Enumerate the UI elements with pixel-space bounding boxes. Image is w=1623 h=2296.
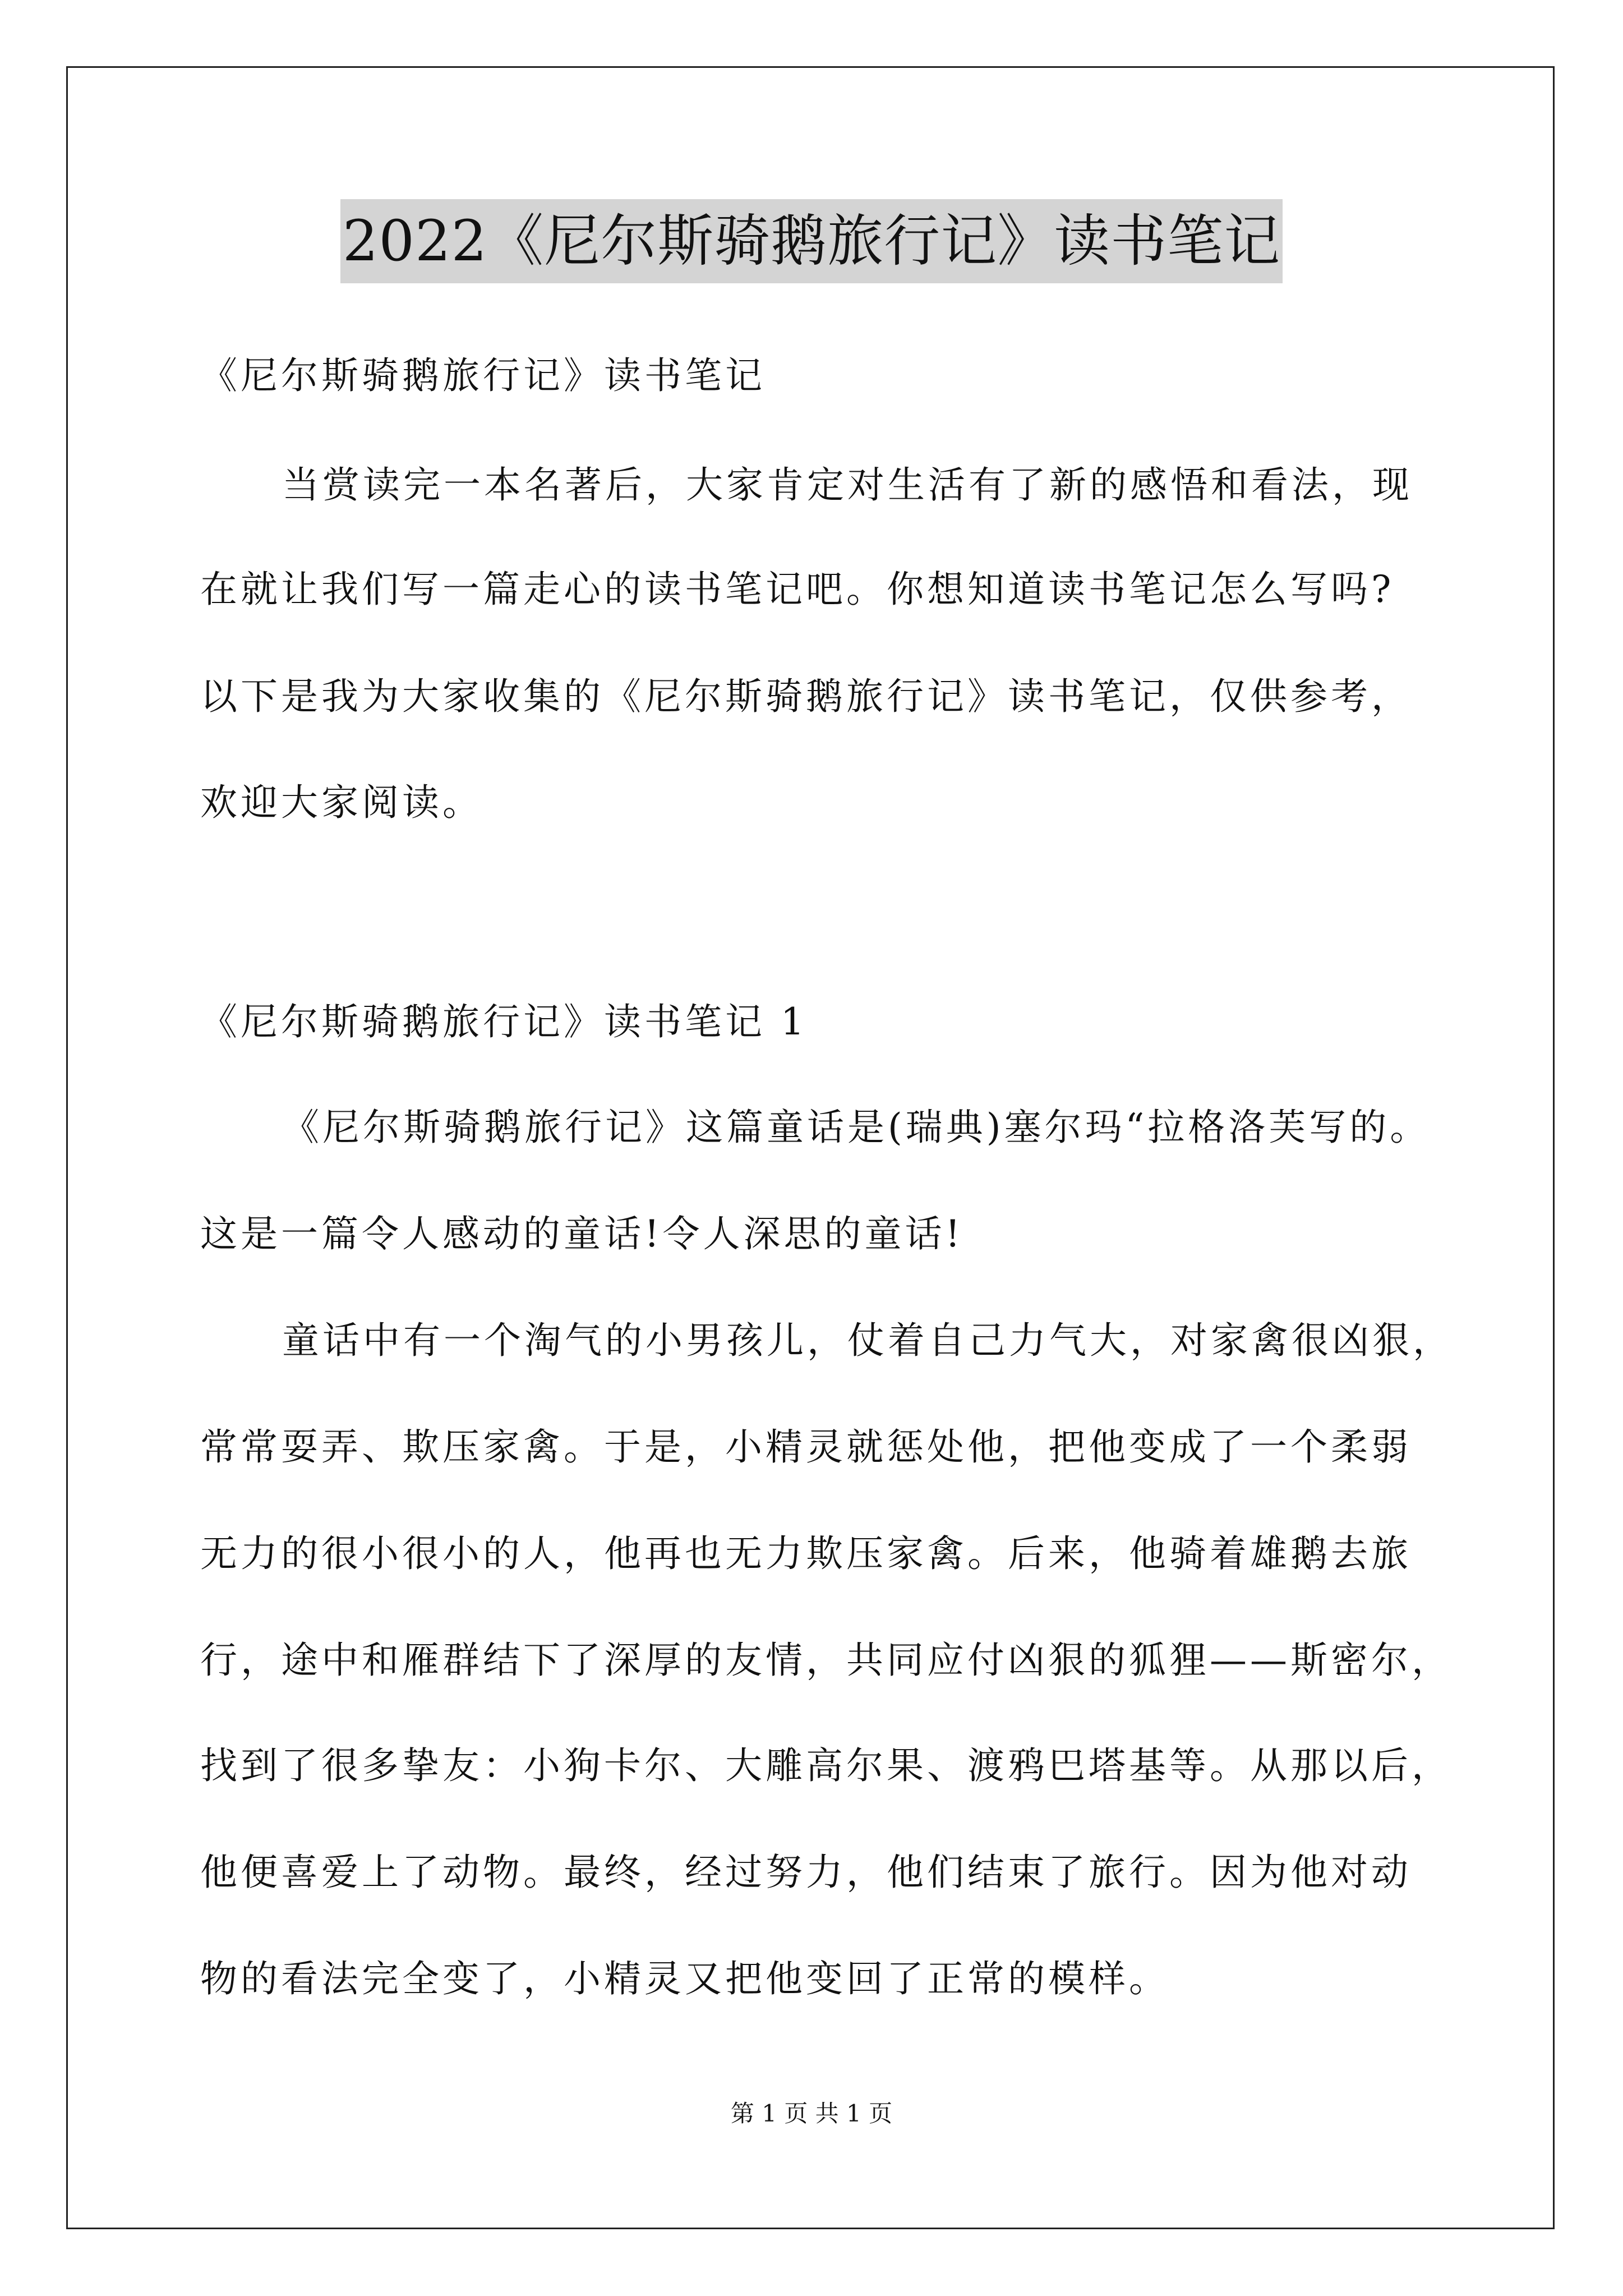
document-title: 2022《尼尔斯骑鹅旅行记》读书笔记	[340, 199, 1283, 283]
paragraph-line: 童话中有一个淘气的小男孩儿，仗着自己力气大，对家禽很凶狠，	[282, 1319, 1453, 1362]
intro-line: 以下是我为大家收集的《尼尔斯骑鹅旅行记》读书笔记，仅供参考，	[200, 675, 1412, 718]
paragraph-line: 物的看法完全变了，小精灵又把他变回了正常的模样。	[200, 1957, 1169, 2000]
paragraph-line: 常常耍弄、欺压家禽。于是，小精灵就惩处他，把他变成了一个柔弱	[200, 1425, 1412, 1469]
paragraph-line: 《尼尔斯骑鹅旅行记》这篇童话是(瑞典)塞尔玛“拉格洛芙写的。	[282, 1106, 1431, 1149]
paragraph-line: 他便喜爱上了动物。最终，经过努力，他们结束了旅行。因为他对动	[200, 1851, 1412, 1894]
paragraph-line: 找到了很多挚友：小狗卡尔、大雕高尔果、渡鸦巴塔基等。从那以后，	[200, 1744, 1452, 1787]
paragraph-line: 行，途中和雁群结下了深厚的友情，共同应付凶狠的狐狸——斯密尔，	[200, 1639, 1452, 1682]
section-heading: 《尼尔斯骑鹅旅行记》读书笔记 1	[200, 1000, 808, 1043]
paragraph-line: 无力的很小很小的人，他再也无力欺压家禽。后来，他骑着雄鹅去旅	[200, 1532, 1412, 1575]
intro-line: 欢迎大家阅读。	[200, 781, 483, 824]
title-container	[0, 199, 1623, 283]
intro-line: 在就让我们写一篇走心的读书笔记吧。你想知道读书笔记怎么写吗?	[200, 568, 1395, 611]
subtitle: 《尼尔斯骑鹅旅行记》读书笔记	[200, 354, 766, 397]
intro-line: 当赏读完一本名著后，大家肯定对生活有了新的感悟和看法，现	[282, 463, 1413, 507]
paragraph-line: 这是一篇令人感动的童话!令人深思的童话!	[200, 1212, 964, 1255]
page-footer: 第 1 页 共 1 页	[730, 2100, 893, 2127]
